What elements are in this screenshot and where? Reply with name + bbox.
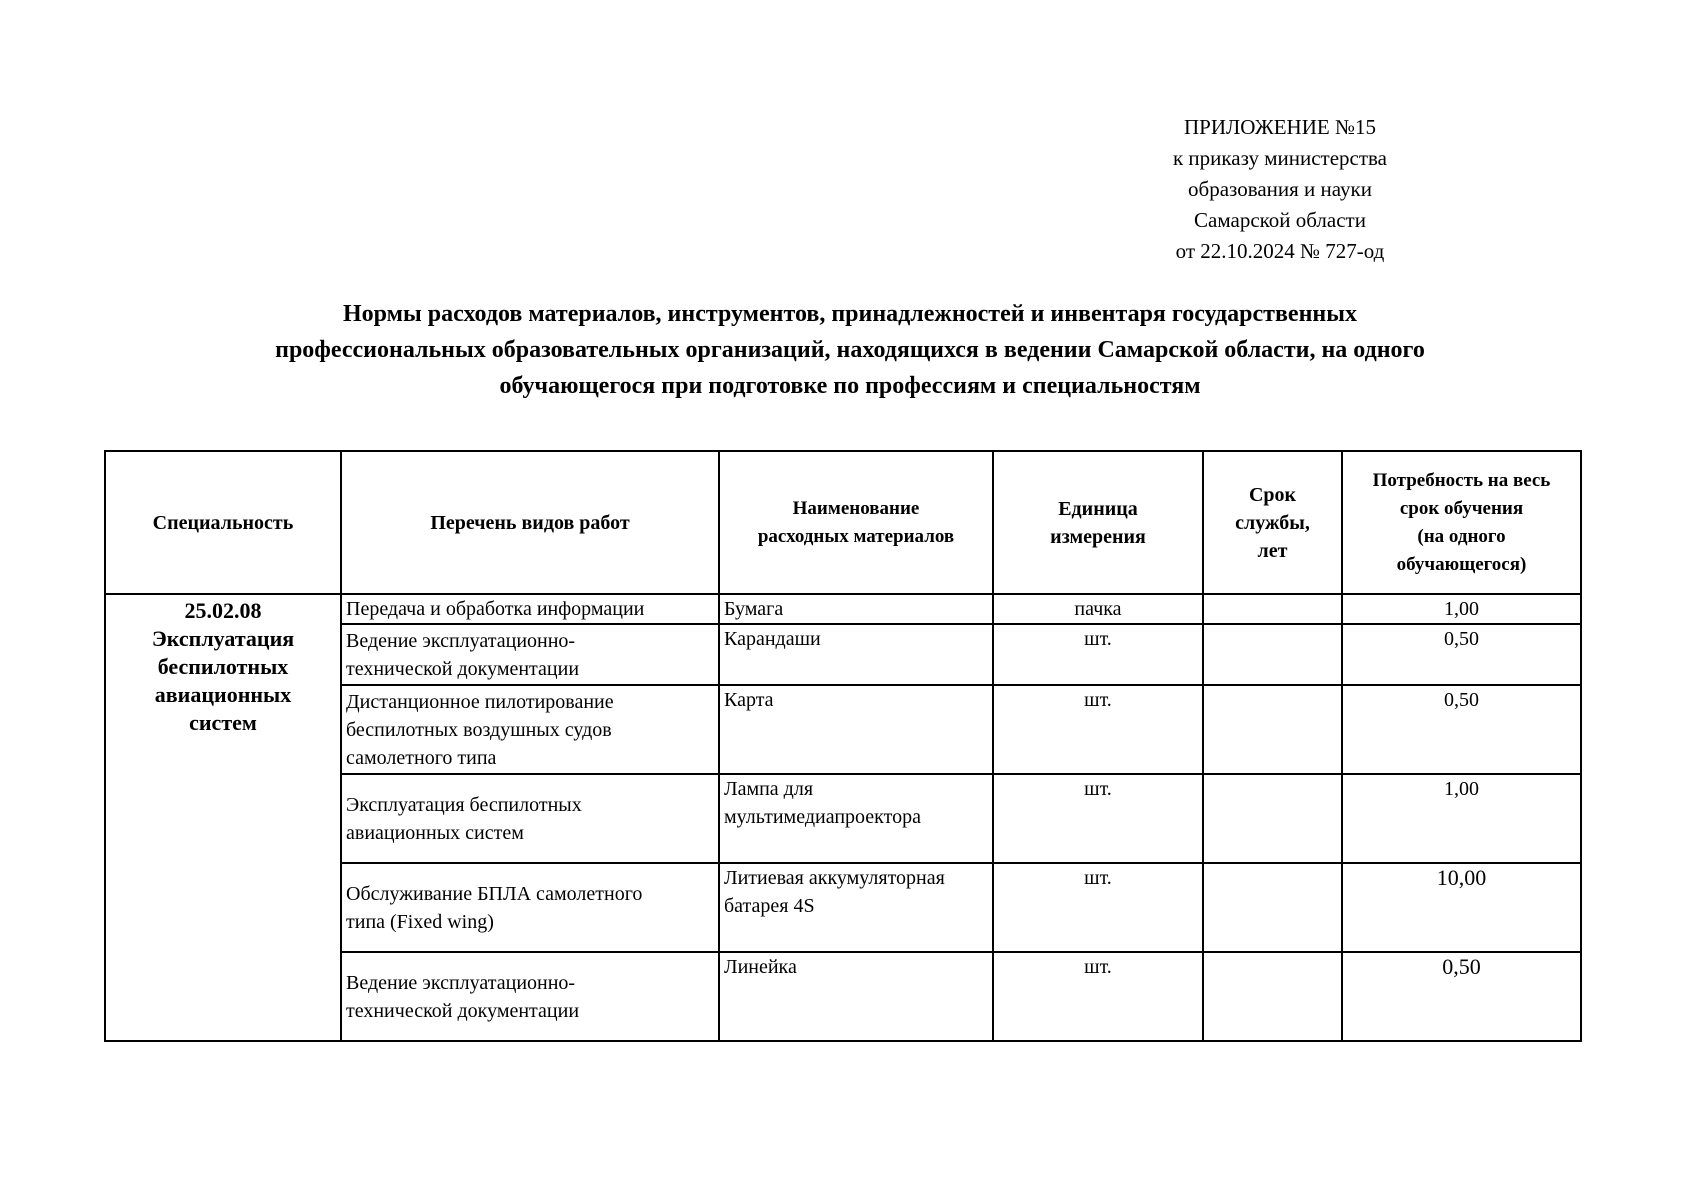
service-life-cell [1203,774,1342,863]
material-cell: Бумага [719,594,993,624]
title-line-1: Нормы расходов материалов, инструментов, принадлежностей и инвентаря государственных [343,301,1357,327]
work-cell: Эксплуатация беспилотных авиационных систем [341,774,719,863]
unit-cell: шт. [993,624,1203,685]
material-cell: Линейка [719,952,993,1041]
unit-cell: шт. [993,774,1203,863]
unit-cell: пачка [993,594,1203,624]
service-life-cell [1203,863,1342,952]
service-life-cell [1203,952,1342,1041]
appendix-number: ПРИЛОЖЕНИЕ №15 [1184,115,1376,139]
unit-cell: шт. [993,952,1203,1041]
norms-table [104,450,1582,1042]
service-life-cell [1203,685,1342,774]
appendix-date-line: от 22.10.2024 № 727-од [1175,239,1385,263]
appendix-region-line: Самарской области [1194,208,1366,232]
appendix-header [1100,112,1460,267]
header-need: Потребность на весь срок обучения (на одного обучающегося) [1342,451,1581,594]
service-life-cell [1203,594,1342,624]
header-specialty: Специальность [105,451,341,594]
need-cell: 0,50 [1342,685,1581,774]
need-cell: 0,50 [1342,952,1581,1041]
material-cell: Литиевая аккумуляторная батарея 4S [719,863,993,952]
specialty-cell: 25.02.08 Эксплуатация беспилотных авиационных систем [105,594,341,1041]
work-cell: Дистанционное пилотирование беспилотных воздушных судов самолетного типа [341,685,719,774]
work-cell: Ведение эксплуатационно- технической документации [341,624,719,685]
table-row [105,594,1581,624]
title-line-3: обучающегося при подготовке по профессиям и специальностям [499,373,1201,399]
unit-cell: шт. [993,863,1203,952]
work-cell: Передача и обработка информации [341,594,719,624]
appendix-ministry-line: образования и науки [1188,177,1372,201]
title-line-2: профессиональных образовательных организаций, находящихся в ведении Самарской области, на одного [275,337,1425,363]
unit-cell: шт. [993,685,1203,774]
need-cell: 1,00 [1342,594,1581,624]
material-cell: Карандаши [719,624,993,685]
header-materials: Наименование расходных материалов [719,451,993,594]
work-cell: Обслуживание БПЛА самолетного типа (Fixed wing) [341,863,719,952]
header-unit: Единица измерения [993,451,1203,594]
need-cell: 0,50 [1342,624,1581,685]
header-service-life: Срок службы, лет [1203,451,1342,594]
document-title [130,296,1570,404]
material-cell: Лампа для мультимедиапроектора [719,774,993,863]
need-cell: 1,00 [1342,774,1581,863]
appendix-order-line: к приказу министерства [1172,146,1388,170]
table-header-row [105,451,1581,594]
need-cell: 10,00 [1342,863,1581,952]
work-cell: Ведение эксплуатационно- технической документации [341,952,719,1041]
material-cell: Карта [719,685,993,774]
header-works: Перечень видов работ [341,451,719,594]
service-life-cell [1203,624,1342,685]
